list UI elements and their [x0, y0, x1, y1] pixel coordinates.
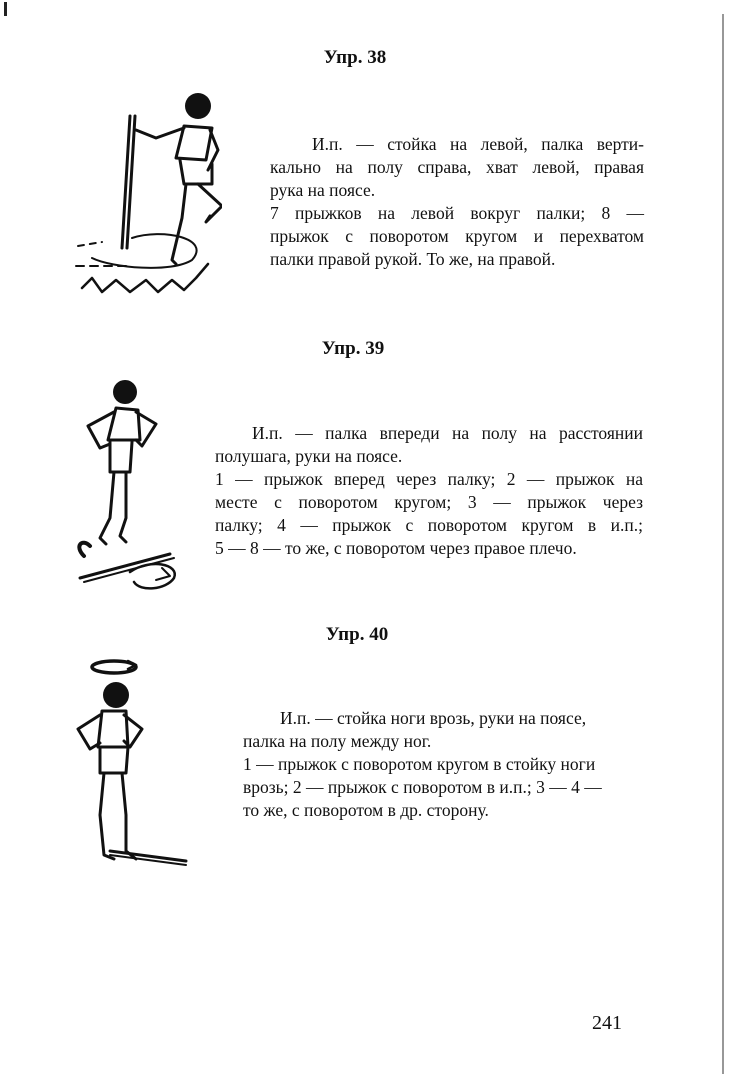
text-line: рука на поясе. — [270, 180, 376, 200]
text-line: палку; 4 — прыжок с поворотом кругом в и.п.; — [215, 515, 643, 535]
exercise-39-description — [215, 422, 643, 560]
text-line: полушага, руки на поясе. — [215, 446, 403, 466]
page-number: 241 — [592, 1012, 622, 1034]
scan-margin-line — [722, 14, 724, 1074]
exercise-40-title: Упр. 40 — [325, 624, 389, 645]
text-line: врозь; 2 — прыжок с поворотом в и.п.; 3 — 4 — — [243, 777, 602, 797]
exercise-40-description — [243, 707, 643, 822]
exercise-38-description — [270, 133, 644, 271]
text-line: 1 — прыжок с поворотом кругом в стойку ноги — [243, 754, 596, 774]
text-line: палка на полу между ног. — [243, 731, 432, 751]
text-line: 7 прыжков на левой вокруг палки; 8 — — [270, 203, 644, 223]
exercise-39-illustration — [70, 378, 190, 603]
text-line: И.п. — стойка на левой, палка верти- — [312, 134, 644, 154]
text-line: 1 — прыжок вперед через палку; 2 — прыжок на — [215, 469, 643, 489]
exercise-38-title: Упр. 38 — [323, 47, 387, 68]
text-line: 5 — 8 — то же, с поворотом через правое плечо. — [215, 538, 577, 558]
exercise-40-illustration — [70, 655, 190, 870]
exercise-39-title: Упр. 39 — [321, 338, 385, 359]
text-line: палки правой рукой. То же, на правой. — [270, 249, 556, 269]
text-line: кально на полу справа, хват левой, правая — [270, 157, 644, 177]
text-line: И.п. — стойка ноги врозь, руки на поясе, — [280, 708, 587, 728]
text-line: то же, с поворотом в др. сторону. — [243, 800, 489, 820]
text-line: прыжок с поворотом кругом и перехватом — [270, 226, 644, 246]
exercise-38-illustration — [72, 88, 222, 303]
text-line: месте с поворотом кругом; 3 — прыжок через — [215, 492, 643, 512]
scan-mark — [4, 2, 7, 16]
text-line: И.п. — палка впереди на полу на расстоянии — [252, 423, 643, 443]
